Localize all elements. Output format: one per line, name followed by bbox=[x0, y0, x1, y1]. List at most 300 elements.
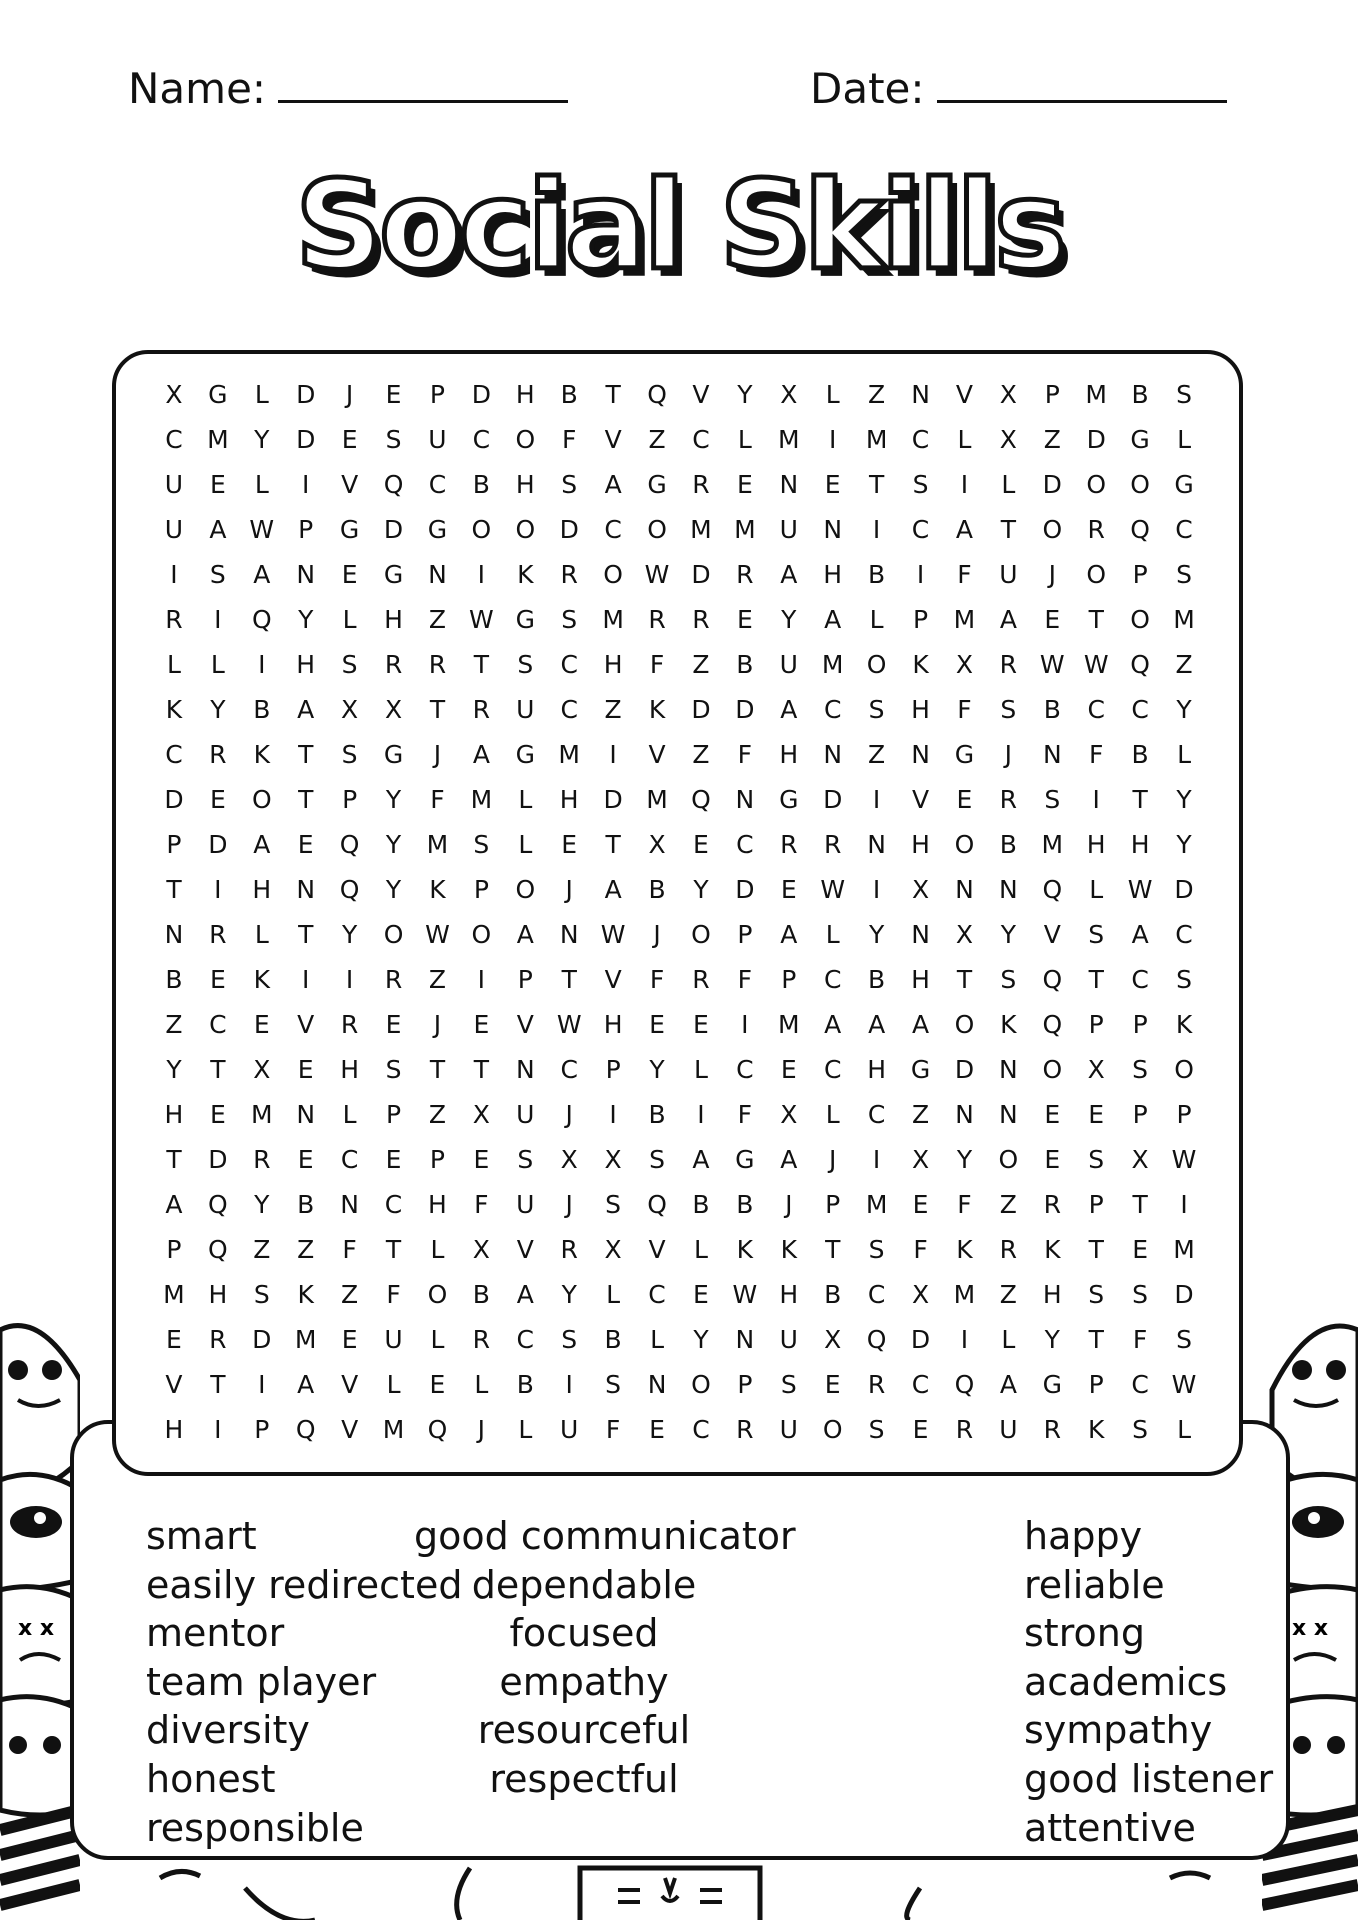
grid-letter[interactable]: P bbox=[429, 380, 445, 409]
grid-letter[interactable]: M bbox=[953, 605, 976, 634]
grid-letter[interactable]: R bbox=[692, 605, 710, 634]
grid-letter[interactable]: O bbox=[383, 920, 404, 949]
grid-letter[interactable]: S bbox=[561, 470, 578, 499]
grid-letter[interactable]: E bbox=[166, 1325, 182, 1354]
grid-letter[interactable]: R bbox=[999, 785, 1018, 814]
grid-letter[interactable]: Z bbox=[999, 1190, 1017, 1219]
grid-letter[interactable]: T bbox=[473, 1055, 489, 1084]
grid-letter[interactable]: G bbox=[1042, 1370, 1062, 1399]
grid-letter[interactable]: B bbox=[604, 1325, 622, 1354]
grid-letter[interactable]: T bbox=[1088, 605, 1104, 634]
grid-letter[interactable]: G bbox=[647, 470, 667, 499]
grid-letter[interactable]: E bbox=[385, 1145, 402, 1174]
grid-letter[interactable]: D bbox=[1086, 425, 1106, 454]
grid-letter[interactable]: U bbox=[428, 425, 447, 454]
grid-letter[interactable]: O bbox=[515, 875, 536, 904]
grid-letter[interactable]: Z bbox=[1043, 425, 1061, 454]
grid-letter[interactable]: S bbox=[1044, 785, 1061, 814]
grid-letter[interactable]: B bbox=[1043, 695, 1061, 724]
grid-letter[interactable]: T bbox=[561, 965, 577, 994]
grid-letter[interactable]: G bbox=[910, 1055, 931, 1084]
grid-letter[interactable]: Q bbox=[1130, 515, 1150, 544]
grid-letter[interactable]: P bbox=[1044, 380, 1060, 409]
grid-letter[interactable]: W bbox=[1039, 650, 1065, 679]
grid-letter[interactable]: W bbox=[732, 1280, 758, 1309]
grid-letter[interactable]: E bbox=[209, 1100, 226, 1129]
grid-letter[interactable]: I bbox=[214, 1415, 222, 1444]
grid-letter[interactable]: C bbox=[472, 425, 491, 454]
grid-letter[interactable]: P bbox=[1132, 560, 1148, 589]
grid-letter[interactable]: I bbox=[170, 560, 178, 589]
grid-letter[interactable]: I bbox=[960, 470, 969, 499]
grid-letter[interactable]: R bbox=[384, 965, 403, 994]
grid-letter[interactable]: N bbox=[296, 1100, 316, 1129]
grid-letter[interactable]: O bbox=[691, 920, 711, 949]
grid-letter[interactable]: E bbox=[693, 830, 709, 859]
grid-letter[interactable]: V bbox=[341, 470, 359, 499]
grid-letter[interactable]: G bbox=[383, 740, 404, 769]
grid-letter[interactable]: O bbox=[822, 1415, 843, 1444]
grid-letter[interactable]: M bbox=[251, 1100, 273, 1129]
grid-letter[interactable]: H bbox=[603, 650, 623, 679]
grid-letter[interactable]: D bbox=[691, 560, 711, 589]
grid-letter[interactable]: M bbox=[558, 740, 580, 769]
grid-letter[interactable]: E bbox=[341, 425, 358, 454]
grid-letter[interactable]: E bbox=[209, 785, 226, 814]
grid-letter[interactable]: T bbox=[1088, 965, 1104, 994]
grid-letter[interactable]: C bbox=[1131, 965, 1149, 994]
grid-letter[interactable]: Y bbox=[166, 1055, 182, 1084]
grid-letter[interactable]: B bbox=[253, 695, 271, 724]
grid-letter[interactable]: L bbox=[254, 920, 269, 949]
grid-letter[interactable]: N bbox=[735, 1325, 755, 1354]
grid-letter[interactable]: E bbox=[736, 470, 753, 499]
grid-letter[interactable]: J bbox=[345, 380, 354, 409]
grid-letter[interactable]: X bbox=[648, 830, 666, 859]
grid-letter[interactable]: C bbox=[736, 830, 754, 859]
grid-letter[interactable]: I bbox=[960, 1325, 969, 1354]
grid-letter[interactable]: R bbox=[209, 920, 227, 949]
grid-letter[interactable]: I bbox=[258, 1370, 266, 1399]
grid-letter[interactable]: D bbox=[559, 515, 579, 544]
grid-letter[interactable]: Q bbox=[691, 785, 711, 814]
grid-letter[interactable]: L bbox=[518, 1415, 533, 1444]
grid-letter[interactable]: V bbox=[516, 1010, 534, 1039]
grid-letter[interactable]: E bbox=[1132, 1235, 1149, 1264]
grid-letter[interactable]: J bbox=[829, 1145, 837, 1174]
grid-letter[interactable]: R bbox=[253, 1145, 271, 1174]
grid-letter[interactable]: Q bbox=[1042, 1010, 1063, 1039]
grid-letter[interactable]: P bbox=[825, 1190, 841, 1219]
grid-letter[interactable]: C bbox=[1175, 920, 1193, 949]
grid-letter[interactable]: N bbox=[164, 920, 184, 949]
grid-letter[interactable]: T bbox=[210, 1055, 226, 1084]
grid-letter[interactable]: D bbox=[471, 380, 491, 409]
grid-letter[interactable]: T bbox=[166, 875, 182, 904]
grid-letter[interactable]: N bbox=[647, 1370, 667, 1399]
grid-letter[interactable]: J bbox=[565, 875, 573, 904]
grid-letter[interactable]: E bbox=[780, 1055, 797, 1084]
grid-letter[interactable]: Y bbox=[1176, 695, 1192, 724]
grid-letter[interactable]: O bbox=[1086, 560, 1107, 589]
grid-letter[interactable]: E bbox=[1044, 605, 1061, 634]
grid-letter[interactable]: K bbox=[1175, 1010, 1193, 1039]
grid-letter[interactable]: X bbox=[384, 695, 403, 724]
grid-letter[interactable]: J bbox=[1004, 740, 1013, 769]
grid-letter[interactable]: N bbox=[779, 470, 799, 499]
grid-letter[interactable]: L bbox=[210, 650, 225, 679]
grid-letter[interactable]: U bbox=[779, 1415, 798, 1444]
grid-letter[interactable]: N bbox=[823, 740, 843, 769]
grid-letter[interactable]: P bbox=[473, 875, 489, 904]
grid-letter[interactable]: R bbox=[472, 1325, 491, 1354]
grid-letter[interactable]: E bbox=[297, 1055, 314, 1084]
grid-letter[interactable]: A bbox=[165, 1190, 183, 1219]
grid-letter[interactable]: I bbox=[872, 1145, 881, 1174]
grid-letter[interactable]: Z bbox=[253, 1235, 271, 1264]
grid-letter[interactable]: Q bbox=[339, 830, 360, 859]
grid-letter[interactable]: L bbox=[430, 1235, 445, 1264]
grid-letter[interactable]: Y bbox=[254, 425, 270, 454]
grid-letter[interactable]: Q bbox=[647, 380, 667, 409]
grid-letter[interactable]: B bbox=[297, 1190, 315, 1219]
grid-letter[interactable]: S bbox=[517, 1145, 534, 1174]
grid-letter[interactable]: S bbox=[1088, 920, 1105, 949]
grid-letter[interactable]: H bbox=[252, 875, 272, 904]
grid-letter[interactable]: U bbox=[999, 1415, 1018, 1444]
grid-letter[interactable]: G bbox=[1130, 425, 1150, 454]
grid-letter[interactable]: Y bbox=[1176, 830, 1192, 859]
grid-letter[interactable]: F bbox=[1132, 1325, 1148, 1354]
grid-letter[interactable]: M bbox=[470, 785, 493, 814]
grid-letter[interactable]: K bbox=[517, 560, 534, 589]
grid-letter[interactable]: Z bbox=[428, 605, 447, 634]
grid-letter[interactable]: D bbox=[164, 785, 184, 814]
grid-letter[interactable]: A bbox=[209, 515, 227, 544]
grid-letter[interactable]: J bbox=[565, 1100, 573, 1129]
grid-letter[interactable]: N bbox=[735, 785, 755, 814]
grid-letter[interactable]: T bbox=[1132, 785, 1148, 814]
grid-letter[interactable]: B bbox=[472, 470, 490, 499]
grid-letter[interactable]: D bbox=[1174, 875, 1194, 904]
grid-letter[interactable]: O bbox=[1130, 470, 1150, 499]
grid-letter[interactable]: X bbox=[560, 1145, 578, 1174]
grid-letter[interactable]: T bbox=[1088, 1325, 1104, 1354]
grid-letter[interactable]: H bbox=[779, 1280, 799, 1309]
grid-letter[interactable]: Q bbox=[1130, 650, 1150, 679]
grid-letter[interactable]: V bbox=[516, 1235, 534, 1264]
grid-letter[interactable]: J bbox=[785, 1190, 793, 1219]
grid-letter[interactable]: C bbox=[692, 425, 710, 454]
grid-letter[interactable]: K bbox=[429, 875, 446, 904]
grid-letter[interactable]: R bbox=[165, 605, 183, 634]
grid-letter[interactable]: S bbox=[1176, 380, 1192, 409]
date-field[interactable] bbox=[810, 64, 1227, 113]
grid-letter[interactable]: S bbox=[780, 1370, 797, 1399]
grid-letter[interactable]: N bbox=[955, 1100, 974, 1129]
grid-letter[interactable]: M bbox=[778, 1010, 800, 1039]
grid-letter[interactable]: G bbox=[1174, 470, 1194, 499]
grid-letter[interactable]: L bbox=[1089, 875, 1104, 904]
grid-letter[interactable]: C bbox=[428, 470, 447, 499]
grid-letter[interactable]: O bbox=[471, 515, 492, 544]
grid-letter[interactable]: H bbox=[867, 1055, 887, 1084]
grid-letter[interactable]: C bbox=[165, 425, 183, 454]
grid-letter[interactable]: Y bbox=[254, 1190, 270, 1219]
grid-letter[interactable]: N bbox=[911, 740, 930, 769]
grid-letter[interactable]: X bbox=[780, 1100, 798, 1129]
grid-letter[interactable]: C bbox=[823, 965, 842, 994]
grid-letter[interactable]: K bbox=[165, 695, 183, 724]
grid-letter[interactable]: T bbox=[825, 1235, 841, 1264]
grid-letter[interactable]: U bbox=[779, 1325, 798, 1354]
grid-letter[interactable]: C bbox=[911, 1370, 930, 1399]
grid-letter[interactable]: N bbox=[911, 920, 930, 949]
grid-letter[interactable]: A bbox=[824, 605, 842, 634]
grid-letter[interactable]: H bbox=[911, 830, 930, 859]
grid-letter[interactable]: E bbox=[473, 1010, 490, 1039]
grid-letter[interactable]: P bbox=[429, 1145, 445, 1174]
grid-letter[interactable]: L bbox=[957, 425, 972, 454]
grid-letter[interactable]: M bbox=[865, 425, 888, 454]
grid-letter[interactable]: Z bbox=[297, 1235, 315, 1264]
grid-letter[interactable]: P bbox=[781, 965, 797, 994]
grid-letter[interactable]: V bbox=[911, 785, 930, 814]
grid-letter[interactable]: G bbox=[339, 515, 360, 544]
grid-letter[interactable]: C bbox=[1131, 695, 1149, 724]
grid-letter[interactable]: S bbox=[1176, 560, 1192, 589]
grid-letter[interactable]: W bbox=[600, 920, 626, 949]
grid-letter[interactable]: E bbox=[736, 605, 753, 634]
grid-letter[interactable]: Y bbox=[737, 380, 753, 409]
grid-letter[interactable]: D bbox=[208, 830, 228, 859]
grid-letter[interactable]: V bbox=[648, 1235, 666, 1264]
grid-letter[interactable]: E bbox=[1044, 1145, 1061, 1174]
grid-letter[interactable]: H bbox=[296, 650, 316, 679]
grid-letter[interactable]: K bbox=[1044, 1235, 1061, 1264]
grid-letter[interactable]: P bbox=[737, 920, 753, 949]
grid-letter[interactable]: U bbox=[779, 650, 798, 679]
grid-letter[interactable]: S bbox=[605, 1190, 622, 1219]
grid-letter[interactable]: X bbox=[911, 1280, 930, 1309]
grid-letter[interactable]: Z bbox=[604, 695, 622, 724]
grid-letter[interactable]: C bbox=[560, 650, 578, 679]
grid-letter[interactable]: Z bbox=[1175, 650, 1193, 679]
grid-letter[interactable]: G bbox=[735, 1145, 755, 1174]
grid-letter[interactable]: F bbox=[1089, 740, 1104, 769]
grid-letter[interactable]: Z bbox=[999, 1280, 1017, 1309]
grid-letter[interactable]: H bbox=[559, 785, 579, 814]
grid-letter[interactable]: A bbox=[824, 1010, 842, 1039]
grid-letter[interactable]: V bbox=[604, 965, 622, 994]
grid-letter[interactable]: D bbox=[823, 785, 843, 814]
grid-letter[interactable]: E bbox=[780, 875, 797, 904]
grid-letter[interactable]: U bbox=[516, 695, 535, 724]
grid-letter[interactable]: A bbox=[780, 920, 798, 949]
grid-letter[interactable]: S bbox=[1000, 965, 1017, 994]
grid-letter[interactable]: A bbox=[999, 605, 1017, 634]
grid-letter[interactable]: R bbox=[560, 1235, 578, 1264]
grid-letter[interactable]: R bbox=[692, 965, 710, 994]
grid-letter[interactable]: Z bbox=[868, 380, 886, 409]
grid-letter[interactable]: Q bbox=[251, 605, 272, 634]
grid-letter[interactable]: H bbox=[208, 1280, 228, 1309]
grid-letter[interactable]: M bbox=[690, 515, 712, 544]
grid-letter[interactable]: R bbox=[428, 650, 447, 679]
grid-letter[interactable]: C bbox=[648, 1280, 666, 1309]
grid-letter[interactable]: C bbox=[560, 695, 578, 724]
grid-letter[interactable]: X bbox=[780, 380, 798, 409]
grid-letter[interactable]: I bbox=[829, 425, 837, 454]
grid-letter[interactable]: E bbox=[649, 1010, 665, 1039]
grid-letter[interactable]: W bbox=[1127, 875, 1153, 904]
grid-letter[interactable]: C bbox=[867, 1280, 886, 1309]
grid-letter[interactable]: Q bbox=[954, 1370, 975, 1399]
grid-letter[interactable]: B bbox=[824, 1280, 842, 1309]
grid-letter[interactable]: P bbox=[1132, 1010, 1148, 1039]
grid-letter[interactable]: J bbox=[433, 1010, 442, 1039]
grid-letter[interactable]: R bbox=[340, 1010, 359, 1039]
grid-letter[interactable]: K bbox=[648, 695, 666, 724]
grid-letter[interactable]: Y bbox=[210, 695, 226, 724]
grid-letter[interactable]: M bbox=[294, 1325, 317, 1354]
grid-letter[interactable]: U bbox=[164, 470, 184, 499]
grid-letter[interactable]: L bbox=[254, 470, 269, 499]
grid-letter[interactable]: E bbox=[561, 830, 578, 859]
grid-letter[interactable]: J bbox=[565, 1190, 573, 1219]
grid-letter[interactable]: K bbox=[912, 650, 929, 679]
grid-letter[interactable]: H bbox=[515, 470, 535, 499]
grid-letter[interactable]: H bbox=[779, 740, 799, 769]
grid-letter[interactable]: Z bbox=[692, 650, 710, 679]
grid-letter[interactable]: X bbox=[999, 380, 1017, 409]
grid-letter[interactable]: I bbox=[1180, 1190, 1188, 1219]
grid-letter[interactable]: L bbox=[342, 605, 357, 634]
grid-letter[interactable]: X bbox=[999, 425, 1017, 454]
grid-letter[interactable]: O bbox=[1130, 605, 1150, 634]
grid-letter[interactable]: S bbox=[1132, 1415, 1149, 1444]
grid-letter[interactable]: Q bbox=[339, 875, 360, 904]
grid-letter[interactable]: L bbox=[342, 1100, 357, 1129]
grid-letter[interactable]: F bbox=[474, 1190, 489, 1219]
grid-letter[interactable]: H bbox=[911, 965, 930, 994]
grid-letter[interactable]: S bbox=[341, 740, 358, 769]
grid-letter[interactable]: N bbox=[1042, 740, 1062, 769]
grid-letter[interactable]: I bbox=[741, 1010, 749, 1039]
grid-letter[interactable]: L bbox=[825, 380, 840, 409]
grid-letter[interactable]: Q bbox=[295, 1415, 316, 1444]
grid-letter[interactable]: Y bbox=[956, 1145, 973, 1174]
grid-letter[interactable]: B bbox=[1131, 740, 1149, 769]
grid-letter[interactable]: S bbox=[1132, 1055, 1149, 1084]
grid-letter[interactable]: S bbox=[561, 1325, 578, 1354]
grid-letter[interactable]: H bbox=[428, 1190, 447, 1219]
grid-letter[interactable]: S bbox=[868, 695, 885, 724]
grid-letter[interactable]: O bbox=[1086, 470, 1107, 499]
grid-letter[interactable]: Y bbox=[781, 605, 797, 634]
grid-letter[interactable]: L bbox=[1177, 740, 1191, 769]
grid-letter[interactable]: B bbox=[1131, 380, 1149, 409]
grid-letter[interactable]: F bbox=[737, 740, 753, 769]
grid-letter[interactable]: X bbox=[824, 1325, 842, 1354]
grid-letter[interactable]: O bbox=[515, 515, 536, 544]
grid-letter[interactable]: E bbox=[649, 1415, 665, 1444]
grid-letter[interactable]: G bbox=[515, 740, 535, 769]
grid-letter[interactable]: B bbox=[648, 1100, 666, 1129]
grid-letter[interactable]: E bbox=[297, 830, 314, 859]
grid-letter[interactable]: D bbox=[735, 695, 755, 724]
grid-letter[interactable]: M bbox=[778, 425, 800, 454]
grid-letter[interactable]: C bbox=[1087, 695, 1105, 724]
grid-letter[interactable]: F bbox=[342, 1235, 357, 1264]
grid-letter[interactable]: X bbox=[1087, 1055, 1105, 1084]
grid-letter[interactable]: Y bbox=[298, 605, 314, 634]
grid-letter[interactable]: D bbox=[296, 425, 316, 454]
grid-letter[interactable]: T bbox=[473, 650, 489, 679]
grid-letter[interactable]: W bbox=[1083, 650, 1109, 679]
grid-letter[interactable]: F bbox=[957, 1190, 972, 1219]
grid-letter[interactable]: H bbox=[164, 1415, 184, 1444]
grid-letter[interactable]: E bbox=[385, 380, 402, 409]
grid-letter[interactable]: I bbox=[477, 965, 486, 994]
grid-letter[interactable]: O bbox=[515, 425, 536, 454]
grid-letter[interactable]: R bbox=[999, 650, 1018, 679]
grid-letter[interactable]: M bbox=[953, 1280, 976, 1309]
grid-letter[interactable]: L bbox=[254, 380, 269, 409]
grid-letter[interactable]: N bbox=[296, 560, 316, 589]
grid-letter[interactable]: A bbox=[692, 1145, 710, 1174]
grid-letter[interactable]: E bbox=[209, 965, 226, 994]
grid-letter[interactable]: B bbox=[560, 380, 578, 409]
grid-letter[interactable]: U bbox=[779, 515, 798, 544]
grid-letter[interactable]: O bbox=[866, 650, 887, 679]
grid-letter[interactable]: I bbox=[345, 965, 354, 994]
grid-letter[interactable]: W bbox=[556, 1010, 582, 1039]
grid-letter[interactable]: O bbox=[251, 785, 272, 814]
grid-letter[interactable]: F bbox=[386, 1280, 401, 1309]
grid-letter[interactable]: Z bbox=[868, 740, 886, 769]
grid-letter[interactable]: Q bbox=[383, 470, 404, 499]
grid-letter[interactable]: P bbox=[1176, 1100, 1192, 1129]
grid-letter[interactable]: D bbox=[735, 875, 755, 904]
grid-letter[interactable]: V bbox=[341, 1415, 359, 1444]
grid-letter[interactable]: J bbox=[433, 740, 442, 769]
grid-letter[interactable]: U bbox=[560, 1415, 579, 1444]
grid-letter[interactable]: M bbox=[163, 1280, 185, 1309]
grid-letter[interactable]: A bbox=[297, 695, 315, 724]
grid-letter[interactable]: Y bbox=[1000, 920, 1016, 949]
grid-letter[interactable]: L bbox=[693, 1055, 708, 1084]
grid-letter[interactable]: M bbox=[1173, 1235, 1195, 1264]
grid-letter[interactable]: Y bbox=[385, 785, 402, 814]
grid-letter[interactable]: X bbox=[911, 875, 930, 904]
grid-letter[interactable]: E bbox=[429, 1370, 446, 1399]
grid-letter[interactable]: R bbox=[867, 1370, 886, 1399]
grid-letter[interactable]: P bbox=[913, 605, 929, 634]
grid-letter[interactable]: Y bbox=[649, 1055, 665, 1084]
grid-letter[interactable]: Y bbox=[385, 875, 402, 904]
grid-letter[interactable]: Q bbox=[427, 1415, 448, 1444]
grid-letter[interactable]: E bbox=[824, 1370, 841, 1399]
grid-letter[interactable]: P bbox=[1088, 1010, 1104, 1039]
grid-letter[interactable]: L bbox=[518, 785, 533, 814]
grid-letter[interactable]: E bbox=[1088, 1100, 1105, 1129]
grid-letter[interactable]: C bbox=[736, 1055, 754, 1084]
grid-letter[interactable]: K bbox=[780, 1235, 797, 1264]
grid-letter[interactable]: T bbox=[385, 1235, 402, 1264]
grid-letter[interactable]: F bbox=[649, 965, 665, 994]
grid-letter[interactable]: H bbox=[1042, 1280, 1062, 1309]
